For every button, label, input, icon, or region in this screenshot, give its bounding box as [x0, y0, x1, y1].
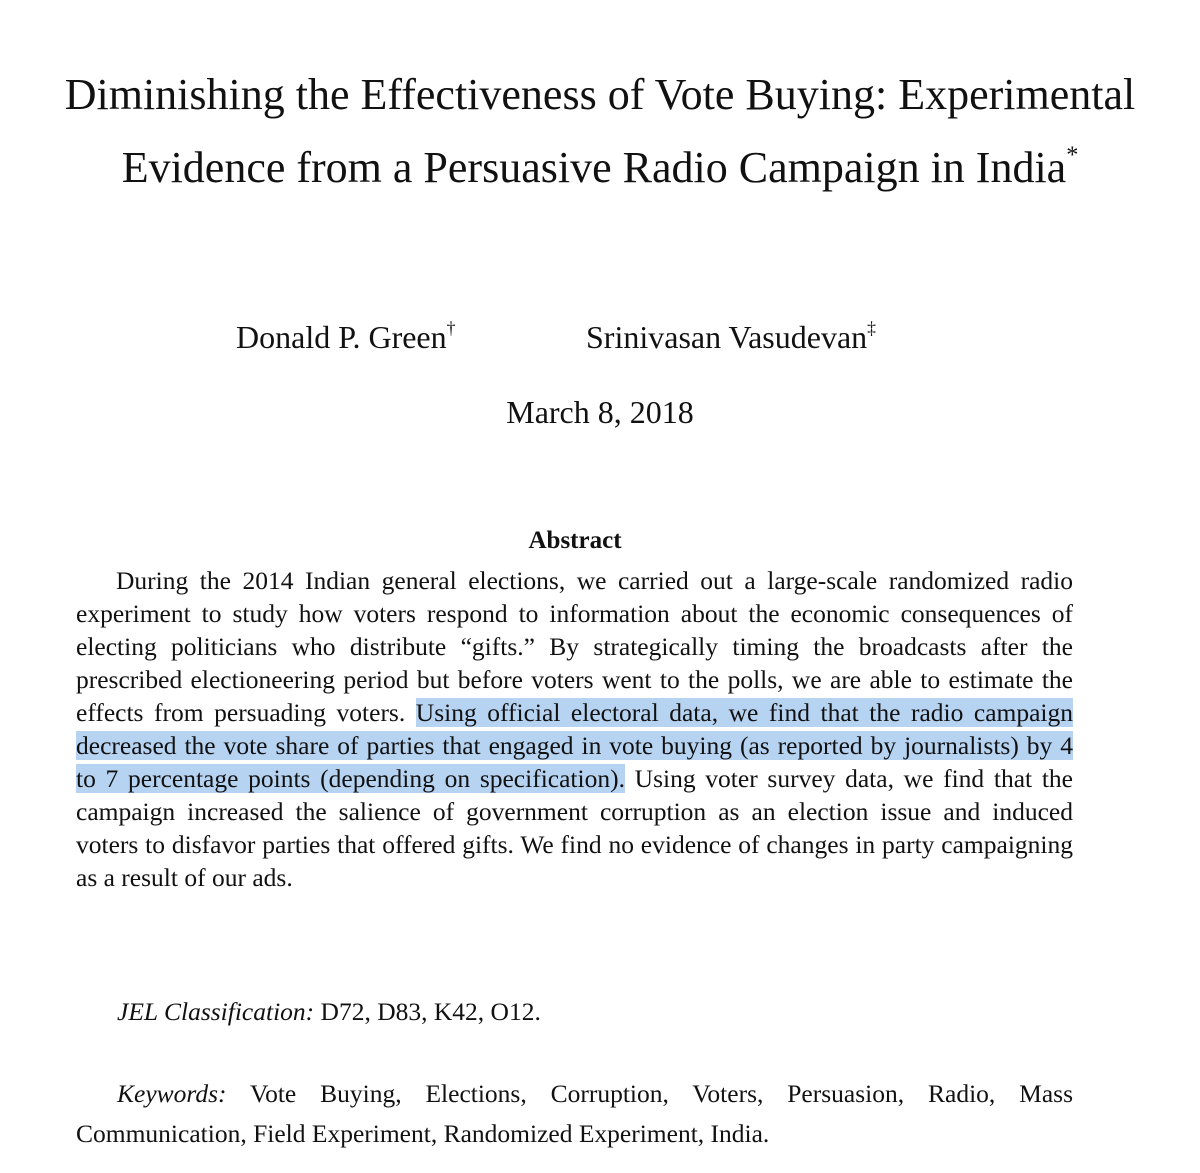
paper-title: [40, 58, 1160, 204]
author-footnote-mark: ‡: [867, 317, 876, 338]
keywords-value: Vote Buying, Elections, Corruption, Voters, Persuasion, Radio, Mass Communication, Field Experiment, Randomized Experiment, India.: [76, 1079, 1073, 1148]
author-name: Srinivasan Vasudevan: [586, 319, 868, 355]
jel-classification: [117, 995, 541, 1029]
abstract-text[interactable]: [76, 564, 1073, 894]
author-footnote-mark: †: [446, 317, 456, 338]
author-list: [0, 313, 1200, 361]
author-vasudevan: [586, 313, 876, 361]
title-footnote-mark: *: [1066, 141, 1079, 169]
abstract-text-before[interactable]: During the 2014 Indian general elections, we carried out a large-scale randomized radio experiment to study how voters respond to information about the economic consequences of electing politicians who distribute “gifts.” By strategically timing the broadcasts after the prescribed electioneering period but before voters went to the polls, we are able to estimate the effects from persuading voters.: [76, 566, 1073, 727]
jel-label: JEL Classification:: [117, 997, 315, 1026]
paper-date: March 8, 2018: [506, 394, 694, 430]
author-name: Donald P. Green: [236, 319, 447, 355]
abstract-heading: Abstract: [528, 527, 622, 554]
author-green: [236, 313, 455, 361]
jel-value: D72, D83, K42, O12.: [314, 997, 541, 1026]
keywords-label: Keywords:: [117, 1079, 227, 1108]
paper-title-text: Diminishing the Effectiveness of Vote Buying: Experimental Evidence from a Persuasive Radio Campaign in India: [64, 70, 1136, 192]
abstract-selected-text[interactable]: Using official electoral data, we find that the radio campaign decreased the vote share of parties that engaged in vote buying (as reported by journalists) by 4 to 7 percentage points (depending on specification).: [76, 698, 1074, 793]
abstract-text-after[interactable]: Using voter survey data, we find that the campaign increased the salience of government corruption as an election issue and induced voters to disfavor parties that offered gifts. We find no evidence of changes in party campaigning as a result of our ads.: [76, 764, 1073, 892]
keywords: [76, 1074, 1073, 1154]
